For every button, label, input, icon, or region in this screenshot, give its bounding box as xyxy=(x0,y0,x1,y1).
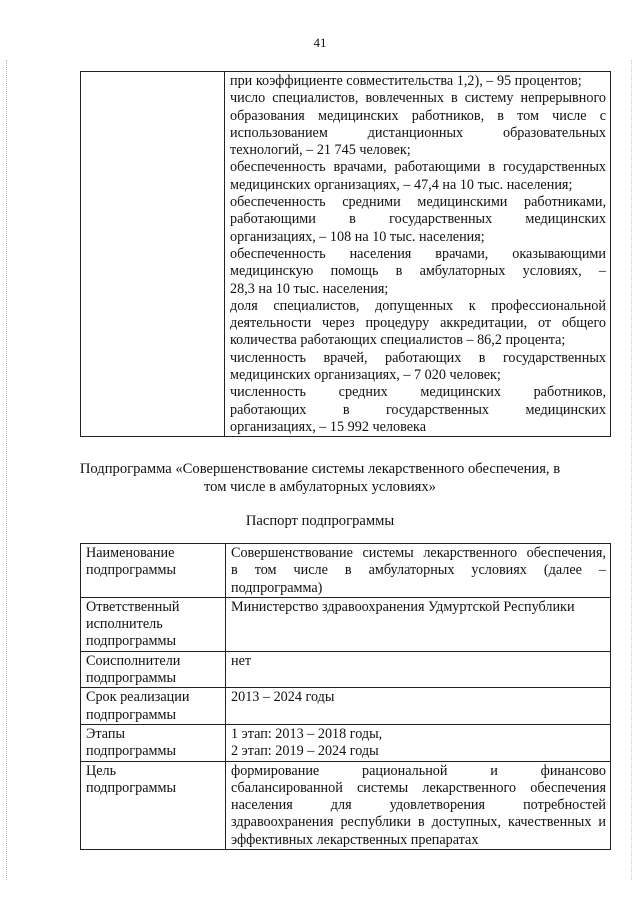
subprogram-heading xyxy=(0,460,640,496)
passport-label-line: подпрограммы xyxy=(86,562,176,579)
passport-label-line: подпрограммы xyxy=(86,670,176,687)
indicator-line: обеспеченность средними медицинскими работниками, xyxy=(230,194,606,211)
indicator-line: работающих в государственных медицинских xyxy=(230,401,606,418)
passport-row xyxy=(81,544,611,598)
indicator-line: деятельности через процедуру аккредитации, от общего xyxy=(230,315,606,332)
indicator-line: при коэффициенте совместительства 1,2), – 95 процентов; xyxy=(230,73,582,89)
passport-label-line: Соисполнители xyxy=(86,652,181,669)
indicator-line: использованием дистанционных образовательных xyxy=(230,124,606,141)
passport-value-cell xyxy=(226,597,611,651)
subprogram-heading-line-2: том числе в амбулаторных условиях» xyxy=(204,479,436,495)
indicator-line: число специалистов, вовлеченных в систему непрерывного xyxy=(230,90,606,107)
subprogram-heading-line-1: Подпрограмма «Совершенствование системы лекарственного обеспечения, в xyxy=(79,461,561,477)
passport-row xyxy=(81,688,611,725)
passport-value-line: в том числе в амбулаторных условиях (далее – xyxy=(231,562,606,579)
passport-label-cell xyxy=(81,544,226,598)
indicator-line: работающими в государственных медицинских xyxy=(230,211,606,228)
passport-label-line: подпрограммы xyxy=(86,743,176,760)
passport-label-cell xyxy=(81,724,226,761)
indicator-line: медицинскую помощь в амбулаторных условиях, – xyxy=(230,263,606,280)
passport-value-line: эффективных лекарственных препаратах xyxy=(231,831,479,848)
passport-value-line: Министерство здравоохранения Удмуртской Республики xyxy=(231,598,575,615)
passport-value-line: 2013 – 2024 годы xyxy=(231,689,335,706)
page-number: 41 xyxy=(313,35,327,50)
passport-label-cell xyxy=(81,651,226,688)
indicator-line: образования медицинских работников, в том числе с xyxy=(230,107,606,124)
passport-value-line: формирование рациональной и финансово xyxy=(231,762,606,779)
passport-label-cell xyxy=(81,761,226,849)
passport-value-cell xyxy=(226,688,611,725)
passport-label-line: Срок реализации xyxy=(86,689,190,706)
passport-value-line: здравоохранения республики в доступных, качественных и xyxy=(231,814,606,831)
passport-value-line: нет xyxy=(231,652,252,669)
passport-value-cell xyxy=(226,761,611,849)
indicator-line: обеспеченность населения врачами, оказывающими xyxy=(230,245,606,262)
passport-label-cell xyxy=(81,688,226,725)
passport-value-cell xyxy=(226,544,611,598)
indicator-line: доля специалистов, допущенных к профессиональной xyxy=(230,297,606,314)
indicator-line: организациях, – 15 992 человека xyxy=(230,418,426,435)
passport-label-cell xyxy=(81,597,226,651)
indicator-line: медицинских организациях, – 47,4 на 10 тыс. населения; xyxy=(230,176,573,193)
passport-value-line: сбалансированной системы лекарственного обеспечения xyxy=(231,779,606,796)
passport-value-line: 2 этап: 2019 – 2024 годы xyxy=(231,743,379,760)
indicator-line: организациях, – 108 на 10 тыс. населения; xyxy=(230,228,485,245)
passport-row xyxy=(81,651,611,688)
passport-title: Паспорт подпрограммы xyxy=(245,513,395,529)
passport-label-line: подпрограммы xyxy=(86,779,176,796)
indicator-line: численность средних медицинских работников, xyxy=(230,384,606,401)
passport-label-line: подпрограммы xyxy=(86,706,176,723)
passport-value-line: 1 этап: 2013 – 2018 годы, xyxy=(231,725,383,742)
passport-label-line: Цель xyxy=(86,762,117,779)
passport-value-line: подпрограмма) xyxy=(231,579,323,596)
table-row xyxy=(81,72,611,437)
passport-value-cell xyxy=(226,651,611,688)
indicator-line: количества работающих специалистов – 86,2 процента; xyxy=(230,332,566,349)
passport-value-line: населения для удовлетворения потребностей xyxy=(231,797,606,814)
passport-row xyxy=(81,597,611,651)
indicators-cell xyxy=(225,72,611,437)
indicator-line: обеспеченность врачами, работающими в государственных xyxy=(230,159,606,176)
passport-label-line: подпрограммы xyxy=(86,633,176,650)
passport-value-line: Совершенствование системы лекарственного обеспечения, xyxy=(231,545,606,561)
passport-value-cell xyxy=(226,724,611,761)
passport-label-line: Этапы xyxy=(86,725,125,742)
passport-row xyxy=(81,761,611,849)
passport-row xyxy=(81,724,611,761)
indicator-line: технологий, – 21 745 человек; xyxy=(230,142,411,159)
passport-label-line: Наименование xyxy=(86,545,175,561)
passport-table xyxy=(80,543,611,850)
indicators-table-continuation xyxy=(80,71,611,437)
passport-label-line: Ответственный xyxy=(86,598,180,615)
indicator-line: 28,3 на 10 тыс. населения; xyxy=(230,280,389,297)
passport-label-line: исполнитель xyxy=(86,616,163,633)
empty-label-cell xyxy=(81,72,225,437)
indicator-line: численность врачей, работающих в государственных xyxy=(230,349,606,366)
indicator-line: медицинских организациях, – 7 020 человек; xyxy=(230,367,501,384)
